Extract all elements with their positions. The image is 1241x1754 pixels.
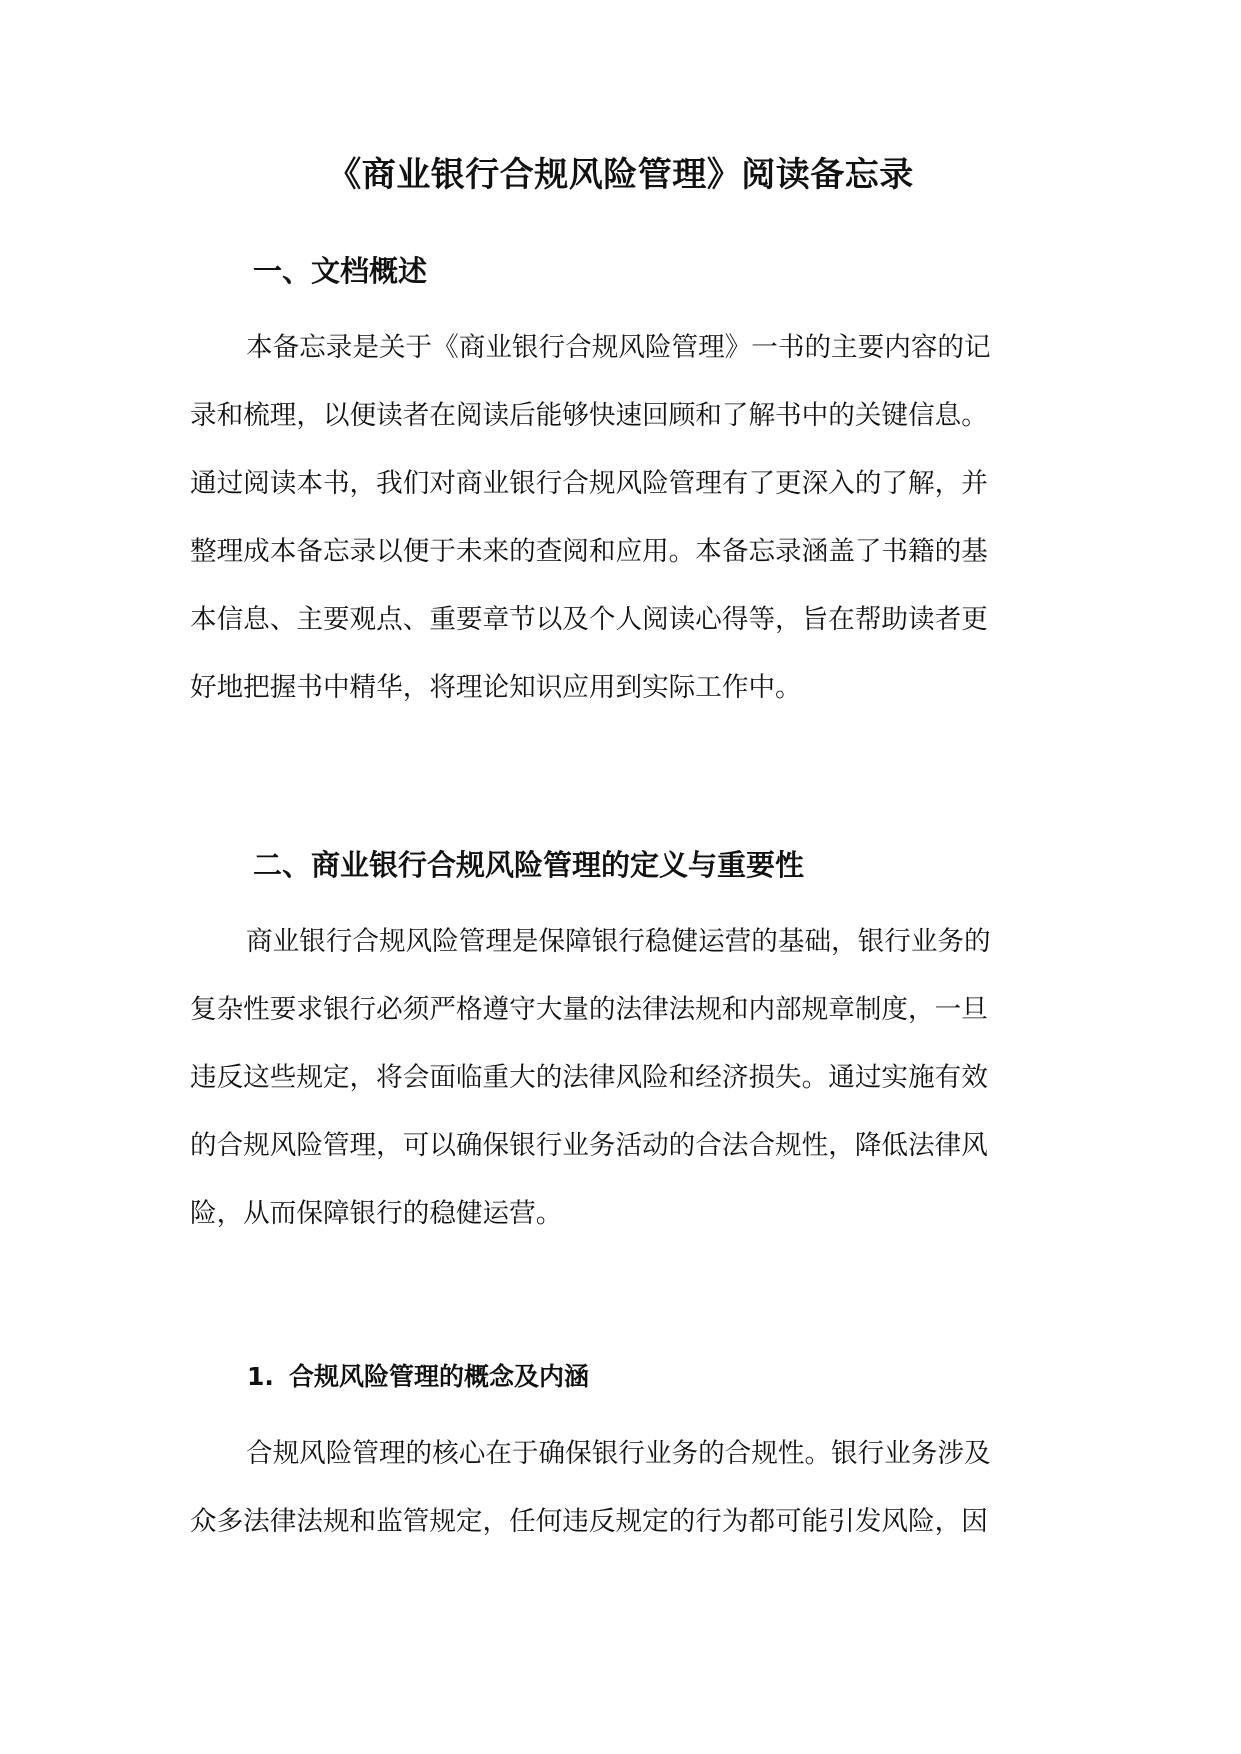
paragraph-line: 整理成本备忘录以便于未来的查阅和应用。本备忘录涵盖了书籍的基 <box>190 536 988 567</box>
section-heading-definition: 二、商业银行合规风险管理的定义与重要性 <box>253 848 805 882</box>
paragraph-line: 通过阅读本书，我们对商业银行合规风险管理有了更深入的了解，并 <box>190 468 988 499</box>
definition-paragraph <box>190 908 1063 1248</box>
overview-paragraph <box>190 314 1063 722</box>
paragraph-line: 众多法律法规和监管规定，任何违反规定的行为都可能引发风险，因 <box>190 1506 988 1537</box>
section-heading-overview: 一、文档概述 <box>253 254 428 288</box>
paragraph-line: 好地把握书中精华，将理论知识应用到实际工作中。 <box>190 672 802 703</box>
paragraph-line: 的合规风险管理，可以确保银行业务活动的合法合规性，降低法律风 <box>190 1130 988 1161</box>
paragraph-line: 录和梳理，以便读者在阅读后能够快速回顾和了解书中的关键信息。 <box>190 400 988 431</box>
subsection-number: 1. <box>247 1362 274 1391</box>
subsection-title: 合规风险管理的概念及内涵 <box>289 1362 590 1391</box>
paragraph-line: 合规风险管理的核心在于确保银行业务的合规性。银行业务涉及 <box>246 1438 991 1469</box>
subsection-heading-concept <box>247 1358 589 1396</box>
paragraph-line: 违反这些规定，将会面临重大的法律风险和经济损失。通过实施有效 <box>190 1062 988 1093</box>
paragraph-line: 商业银行合规风险管理是保障银行稳健运营的基础，银行业务的 <box>246 926 991 957</box>
paragraph-line: 险，从而保障银行的稳健运营。 <box>190 1198 563 1229</box>
paragraph-line: 本备忘录是关于《商业银行合规风险管理》一书的主要内容的记 <box>246 332 991 363</box>
paragraph-line: 复杂性要求银行必须严格遵守大量的法律法规和内部规章制度，一旦 <box>190 994 988 1025</box>
paragraph-line: 本信息、主要观点、重要章节以及个人阅读心得等，旨在帮助读者更 <box>190 604 988 635</box>
concept-paragraph <box>190 1420 1063 1556</box>
document-title: 《商业银行合规风险管理》阅读备忘录 <box>327 155 914 195</box>
